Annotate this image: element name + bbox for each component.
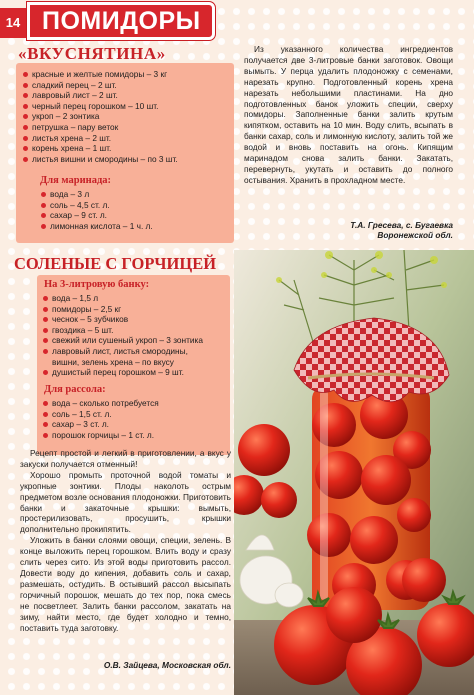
method-paragraph: Уложить в банки слоями овощи, специи, зелень. В конце выложить перец горошком. Влить воду и сразу слить через сито. Из этой воды приготовить рассол. Довести воду до кипения, добавить соль и сахар, размешать, остудить. В остывший рассол высыпать горчичный порошок, мешать до тех пор, пока смесь не посветлеет. Залить банки рассолом, закатать на зиму, найти место, где будет холодно и темно, поставить туда заготовку. xyxy=(20,535,231,633)
brine-item: вода – сколько потребуется xyxy=(42,398,230,409)
brine-item: соль – 1,5 ст. л. xyxy=(42,409,230,420)
ingredient-item: красные и желтые помидоры – 3 кг xyxy=(22,69,234,80)
method-paragraph: Хорошо промыть проточной водой томаты и укропные зонтики. Плоды наколоть острым предметом возле основания плодоножки. Приготовить банки и закаточные крышки: вымыть, простерилизовать, просушить, крышки дополнительно прокипятить. xyxy=(20,469,231,535)
ingredient-item: листья хрена – 2 шт. xyxy=(22,133,234,144)
ingredient-item: укроп – 2 зонтика xyxy=(22,111,234,122)
ingredient-item: чеснок – 5 зубчиков xyxy=(42,314,230,325)
recipe-author: О.В. Зайцева, Московская обл. xyxy=(103,660,231,670)
ingredient-item: листья вишни и смородины – по 3 шт. xyxy=(22,154,234,165)
ingredients-list xyxy=(42,293,230,378)
ingredient-item: вишни, зелень хрена – по вкусу xyxy=(52,356,174,367)
tomato-jar-photo xyxy=(234,250,474,695)
method-paragraph: Из указанного количества ингредиентов получается две 3-литровые банки заготовок. Овощи вымыть. У перца удалить плодоножку с семенами, нарезать крупно. Подготовленный корень хрена нарезать небольшими пластинами. На дно подготовленных банок уложить специи, сверху помидоры. Заполненные банки залить крутым кипятком, оставить на 10 мин. Воду слить, всыпать в банки сахар, соль и лимонную кислоту, залить той же водой и вновь поставить на огонь. Кипящим маринадом снова залить банки. Закатать, перевернуть, укутать и оставить до полного остывания. Хранить в прохладном месте. xyxy=(244,44,453,185)
ingredient-item: душистый перец горошком – 9 шт. xyxy=(42,367,230,378)
ingredients-list xyxy=(22,69,234,164)
ingredient-item: черный перец горошком – 10 шт. xyxy=(22,101,234,112)
author-region: Воронежской обл. xyxy=(377,230,453,240)
ingredient-item: петрушка – пару веток xyxy=(22,122,234,133)
brine-list xyxy=(42,398,230,440)
page-number: 14 xyxy=(0,8,26,38)
brine-heading: Для рассола: xyxy=(44,384,106,395)
page-header xyxy=(0,0,474,42)
brine-item: сахар – 3 ст. л. xyxy=(42,419,230,430)
section-tab xyxy=(27,2,215,40)
recipe-title: СОЛЕНЫЕ С ГОРЧИЦЕЙ xyxy=(14,254,217,273)
ingredient-item: лавровый лист, листья смородины, xyxy=(42,346,230,357)
ingredient-item: вода – 1,5 л xyxy=(42,293,230,304)
jar-heading: На 3-литровую банку: xyxy=(44,279,150,290)
photo-illustration xyxy=(234,250,474,695)
recipe-method xyxy=(244,44,453,186)
marinade-item: сахар – 9 ст. л. xyxy=(40,210,230,221)
ingredient-item: помидоры – 2,5 кг xyxy=(42,304,230,315)
ingredient-item: гвоздика – 5 шт. xyxy=(42,325,230,336)
section-title: ПОМИДОРЫ xyxy=(42,7,201,35)
marinade-item: вода – 3 л xyxy=(40,189,230,200)
ingredient-item: свежий или сушеный укроп – 3 зонтика xyxy=(42,335,230,346)
ingredient-item: корень хрена – 1 шт. xyxy=(22,143,234,154)
recipe-method xyxy=(20,448,231,633)
marinade-item: соль – 4,5 ст. л. xyxy=(40,200,230,211)
brine-item: порошок горчицы – 1 ст. л. xyxy=(42,430,230,441)
marinade-item: лимонная кислота – 1 ч. л. xyxy=(40,221,230,232)
marinade-heading: Для маринада: xyxy=(40,175,111,186)
recipe-author xyxy=(244,220,453,240)
author-name: Т.А. Гресева, с. Бугаевка xyxy=(350,220,453,230)
recipe-title: «ВКУСНЯТИНА» xyxy=(18,44,166,63)
ingredient-item: сладкий перец – 2 шт. xyxy=(22,80,234,91)
marinade-list xyxy=(40,189,230,231)
ingredient-item: лавровый лист – 2 шт. xyxy=(22,90,234,101)
method-paragraph: Рецепт простой и легкий в приготовлении, а вкус у закуски получается отменный! xyxy=(20,448,231,469)
